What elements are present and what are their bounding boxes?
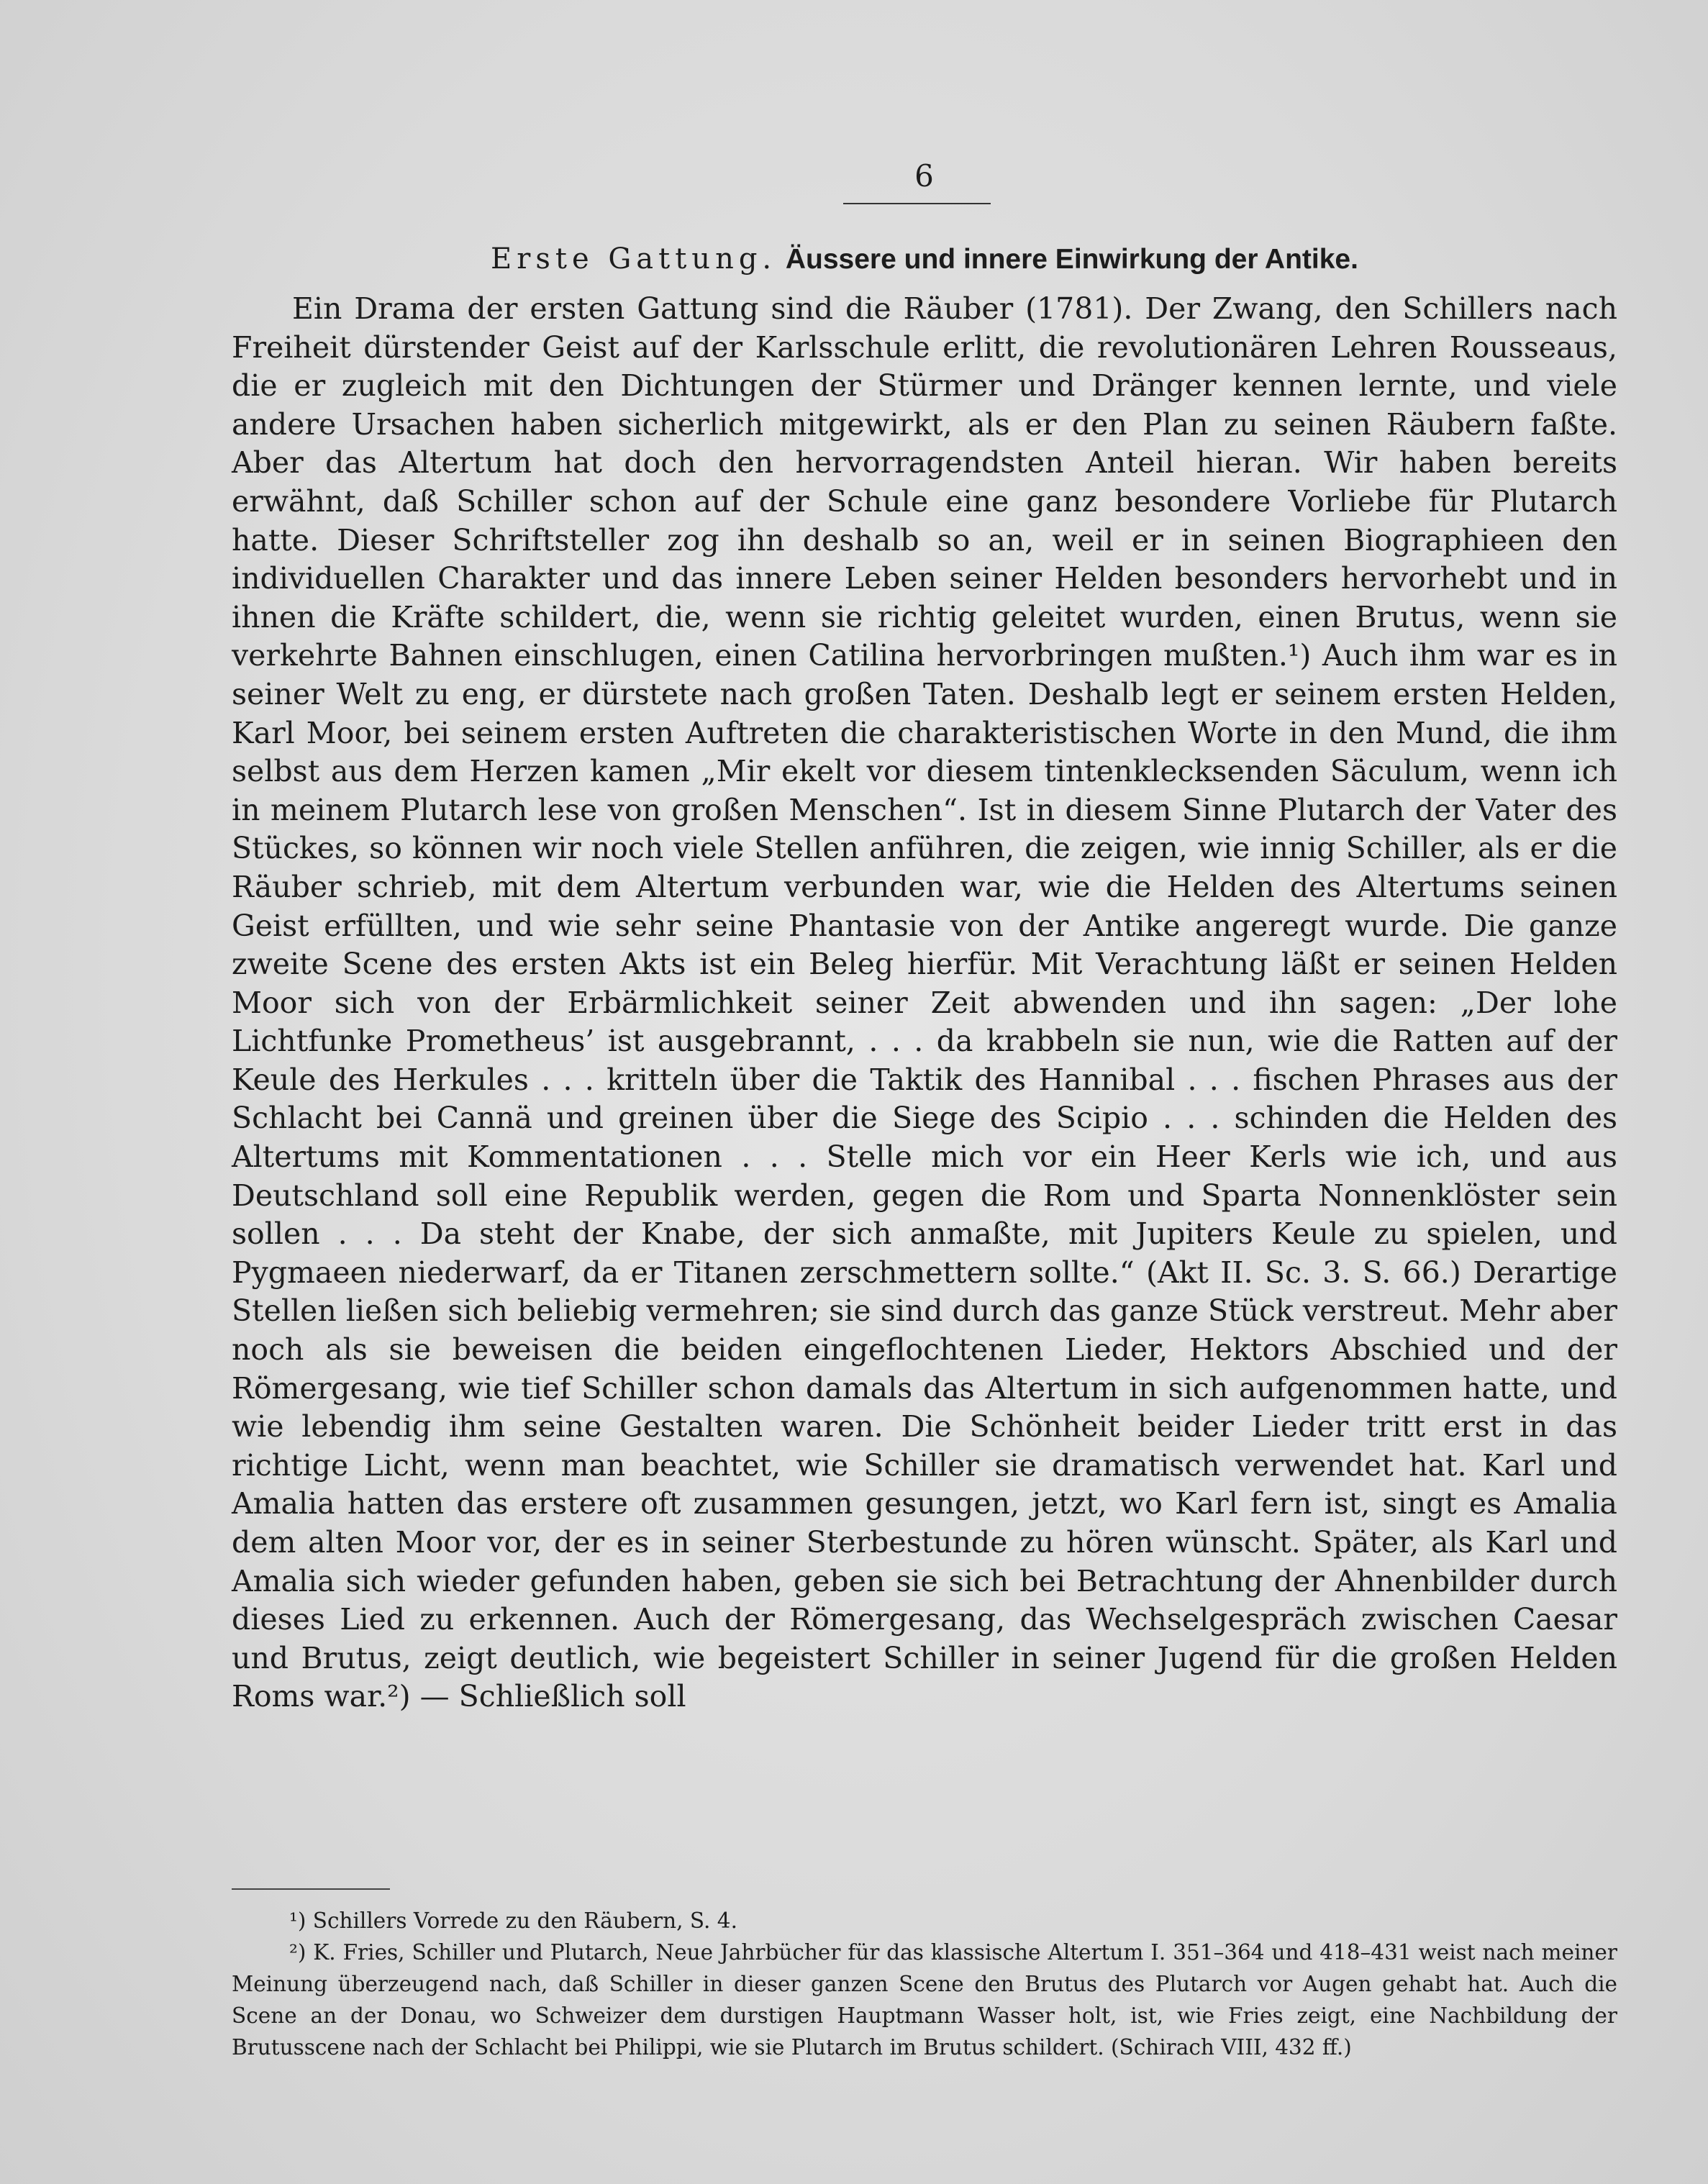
footnote-1 [232, 1905, 1617, 1937]
page-number: 6 [914, 158, 935, 194]
footnote-text: K. Fries, Schiller und Plutarch, Neue Jahrbücher für das klassische Altertum I. 351–364 und 418–431 weist nach meiner Meinung überzeugend nach, daß Schiller in dieser ganzen Scene den Brutus des Plutarch vor Augen gehabt hat. Auch die Scene an der Donau, wo Schweizer dem durstigen Hauptmann Wasser holt, ist, wie Fries zeigt, eine Nachbildung der Brutusscene nach der Schlacht bei Philippi, wie sie Plutarch im Brutus schildert. (Schirach VIII, 432 ff.) [232, 1940, 1617, 2060]
page-number-rule [843, 203, 991, 204]
footnote-2 [232, 1937, 1617, 2063]
body-paragraph: Ein Drama der ersten Gattung sind die Räuber (1781). Der Zwang, den Schillers nach Freiheit dürstender Geist auf der Karlsschule erlitt, die revolutionären Lehren Rousseaus, die er zugleich mit den Dichtungen der Stürmer und Dränger kennen lernte, und viele andere Ursachen haben sicherlich mitgewirkt, als er den Plan zu seinen Räubern faßte. Aber das Altertum hat doch den hervorragendsten Anteil hieran. Wir haben bereits erwähnt, daß Schiller schon auf der Schule eine ganz besondere Vorliebe für Plutarch hatte. Dieser Schriftsteller zog ihn deshalb so an, weil er in seinen Biographieen den individuellen Charakter und das innere Leben seiner Helden besonders hervorhebt und in ihnen die Kräfte schildert, die, wenn sie richtig geleitet wurden, einen Brutus, wenn sie verkehrte Bahnen einschlugen, einen Catilina hervorbringen mußten.¹) Auch ihm war es in seiner Welt zu eng, er dürstete nach großen Taten. Deshalb legt er seinem ersten Helden, Karl Moor, bei seinem ersten Auftreten die charakteristischen Worte in den Mund, die ihm selbst aus dem Herzen kamen „Mir ekelt vor diesem tintenklecksenden Säculum, wenn ich in meinem Plutarch lese von großen Menschen“. Ist in diesem Sinne Plutarch der Vater des Stückes, so können wir noch viele Stellen anführen, die zeigen, wie innig Schiller, als er die Räuber schrieb, mit dem Altertum verbunden war, wie die Helden des Altertums seinen Geist erfüllten, und wie sehr seine Phantasie von der Antike angeregt wurde. Die ganze zweite Scene des ersten Akts ist ein Beleg hierfür. Mit Verachtung läßt er seinen Helden Moor sich von der Erbärmlichkeit seiner Zeit abwenden und ihn sagen: „Der lohe Lichtfunke Prometheus’ ist ausgebrannt, . . . da krabbeln sie nun, wie die Ratten auf der Keule des Herkules . . . kritteln über die Taktik des Hannibal . . . fischen Phrases aus der Schlacht bei Cannä und greinen über die Siege des Scipio . . . schinden die Helden des Altertums mit Kommentationen . . . Stelle mich vor ein Heer Kerls wie ich, und aus Deutschland soll eine Republik werden, gegen die Rom und Sparta Nonnenklöster sein sollen . . . Da steht der Knabe, der sich anmaßte, mit Jupiters Keule zu spielen, und Pygmaeen niederwarf, da er Titanen zerschmettern sollte.“ (Akt II. Sc. 3. S. 66.) Derartige Stellen ließen sich beliebig vermehren; sie sind durch das ganze Stück verstreut. Mehr aber noch als sie beweisen die beiden eingeflochtenen Lieder, Hektors Abschied und der Römergesang, wie tief Schiller schon damals das Altertum in sich aufgenommen hatte, und wie lebendig ihm seine Gestalten waren. Die Schönheit beider Lieder tritt erst in das richtige Licht, wenn man beachtet, wie Schiller sie dramatisch verwendet hat. Karl und Amalia hatten das erstere oft zusammen gesungen, jetzt, wo Karl fern ist, singt es Amalia dem alten Moor vor, der es in seiner Sterbestunde zu hören wünscht. Später, als Karl und Amalia sich wieder gefunden haben, geben sie sich bei Betrachtung der Ahnenbilder durch dieses Lied zu erkennen. Auch der Römergesang, das Wechselgespräch zwischen Caesar und Brutus, zeigt deutlich, wie begeistert Schiller in seiner Jugend für die großen Helden Roms war.²) — Schließlich soll [232, 291, 1617, 1714]
footnote-marker: ¹) [289, 1908, 306, 1933]
footnote-separator [232, 1888, 390, 1890]
footnotes [232, 1905, 1617, 2063]
heading-title: Äussere und innere Einwirkung der Antike. [785, 244, 1358, 275]
footnote-marker: ²) [289, 1940, 306, 1965]
footnote-text: Schillers Vorrede zu den Räubern, S. 4. [312, 1908, 737, 1933]
heading-prefix: Erste Gattung. [491, 242, 777, 276]
section-heading [232, 242, 1617, 276]
